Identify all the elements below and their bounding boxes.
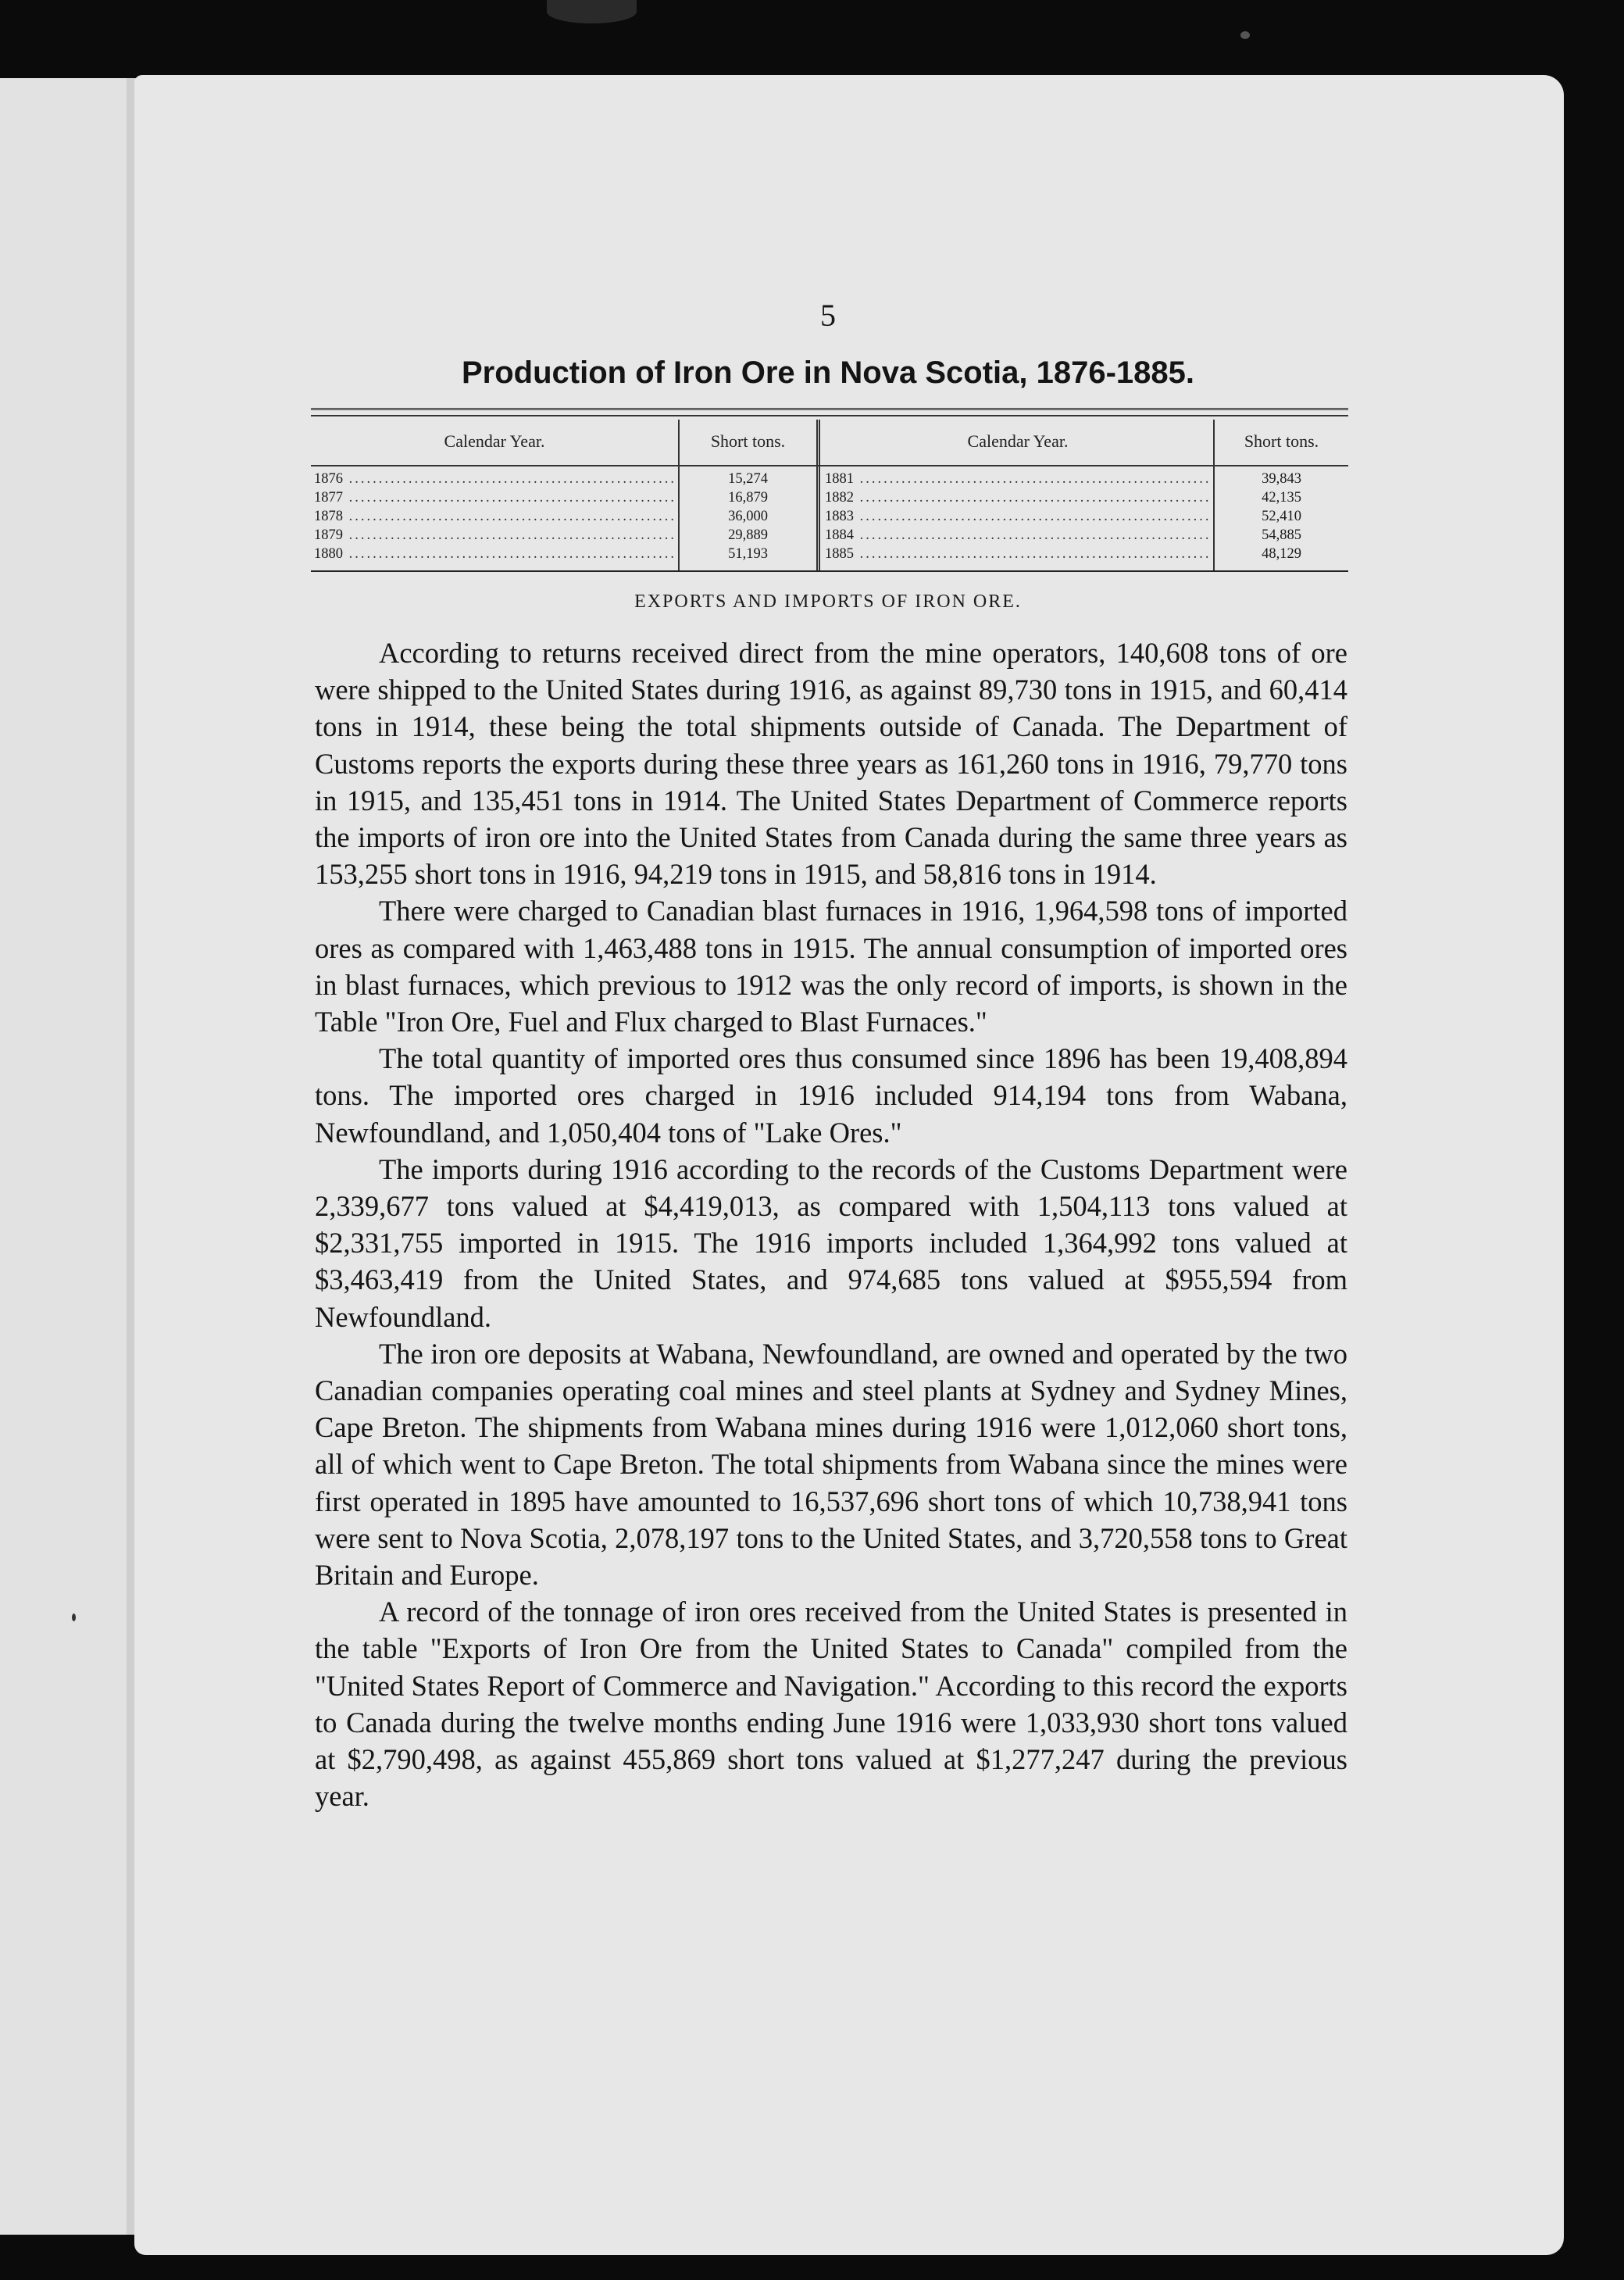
production-table — [311, 408, 1348, 572]
table-rule — [311, 415, 1348, 416]
table-cell-year: 1878 ..... — [314, 507, 675, 526]
previous-page-edge — [0, 78, 141, 2235]
scan-artifact — [1240, 31, 1250, 39]
scan-artifact — [72, 1614, 76, 1621]
paragraph: According to returns received direct from the mine operators, 140,608 tons of ore were shipped to the United States during 1916, as against 89,730 tons in 1915, and 60,414 tons in 1914, these being the total shipments outside of Canada. The Department of Customs reports the exports during these three years as 161,260 tons in 1916, 79,770 tons in 1915, and 135,451 tons in 1914. The United States Department of Commerce reports the imports of iron ore into the United States from Canada during the same three years as 153,255 short tons in 1916, 94,219 tons in 1915, and 58,816 tons in 1914. — [315, 637, 1347, 891]
column-header-tons-left: Short tons. — [710, 431, 786, 451]
section-heading: EXPORTS AND IMPORTS OF IRON ORE. — [634, 591, 1022, 612]
paragraph: The iron ore deposits at Wabana, Newfoundland, are owned and operated by the two Canadian companies operating coal mines and steel plants at Sydney and Sydney Mines, Cape Breton. The shipments from Wabana mines during 1916 were 1,012,060 short tons, all of which went to Cape Breton. The total shipments from Wabana since the mines were first operated in 1895 have amounted to 16,537,696 short tons of which 10,738,941 tons were sent to Nova Scotia, 2,078,197 tons to the United States, and 3,720,558 tons to Great Britain and Europe. — [315, 1337, 1347, 1592]
tons-column-right — [1215, 470, 1348, 563]
page-title: Production of Iron Ore in Nova Scotia, 1876-1885. — [461, 356, 1195, 390]
column-header-year-right: Calendar Year. — [967, 431, 1069, 451]
table-cell-tons: 54,885 — [1262, 527, 1301, 543]
paragraph: There were charged to Canadian blast furnaces in 1916, 1,964,598 tons of imported ores as compared with 1,463,488 tons in 1915. The annual consumption of imported ores in blast furnaces, which previous to 1912 was the only record of imports, is shown in the Table "Iron Ore, Fuel and Flux charged to Blast Furnaces." — [315, 895, 1347, 1038]
table-cell-tons: 39,843 — [1262, 471, 1301, 487]
table-cell-tons: 52,410 — [1262, 509, 1301, 524]
year-column-right — [825, 470, 1211, 563]
table-cell-year: 1883 ..... — [825, 507, 1211, 526]
scan-artifact — [547, 0, 637, 23]
table-cell-tons: 29,889 — [728, 527, 768, 543]
year-column-left — [314, 470, 675, 563]
paragraph: The imports during 1916 according to the records of the Customs Department were 2,339,677 tons valued at $4,419,013, as compared with 1,504,113 tons valued at $2,331,755 imported in 1915. The 1916 imports included 1,364,992 tons valued at $3,463,419 from the United States, and 974,685 tons valued at $955,594 from Newfoundland. — [315, 1153, 1347, 1333]
paragraph: The total quantity of imported ores thus consumed since 1896 has been 19,408,894 tons. The imported ores charged in 1916 included 914,194 tons from Wabana, Newfoundland, and 1,050,404 tons of "Lake Ores." — [315, 1042, 1347, 1149]
tons-column-left — [680, 470, 816, 563]
table-header-rule — [311, 465, 1348, 466]
table-cell-year: 1882 ..... — [825, 488, 1211, 507]
table-cell-tons: 42,135 — [1262, 490, 1301, 506]
paragraph: A record of the tonnage of iron ores received from the United States is presented in the table "Exports of Iron Ore from the United States to Canada" compiled from the "United States Report of Commerce and Navigation." According to this record the exports to Canada during the twelve months ending June 1916 were 1,033,930 short tons valued at $2,790,498, as against 455,869 short tons valued at $1,277,247 during the previous year. — [315, 1596, 1347, 1813]
table-cell-year: 1876 ..... — [314, 470, 675, 488]
body-text — [315, 634, 1347, 1815]
table-cell-year: 1881 ..... — [825, 470, 1211, 488]
page-number: 5 — [820, 298, 836, 333]
table-cell-tons: 51,193 — [728, 546, 768, 562]
table-cell-year: 1880 ..... — [314, 545, 675, 563]
table-cell-tons: 36,000 — [728, 509, 768, 524]
table-cell-year: 1884 ..... — [825, 526, 1211, 545]
table-cell-tons: 15,274 — [728, 471, 768, 487]
column-header-tons-right: Short tons. — [1244, 431, 1319, 451]
table-cell-year: 1885 ..... — [825, 545, 1211, 563]
column-header-year-left: Calendar Year. — [444, 431, 545, 451]
table-divider — [816, 420, 820, 570]
table-cell-year: 1877 ..... — [314, 488, 675, 507]
table-cell-tons: 16,879 — [728, 490, 768, 506]
table-cell-tons: 48,129 — [1262, 546, 1301, 562]
table-cell-year: 1879 ..... — [314, 526, 675, 545]
